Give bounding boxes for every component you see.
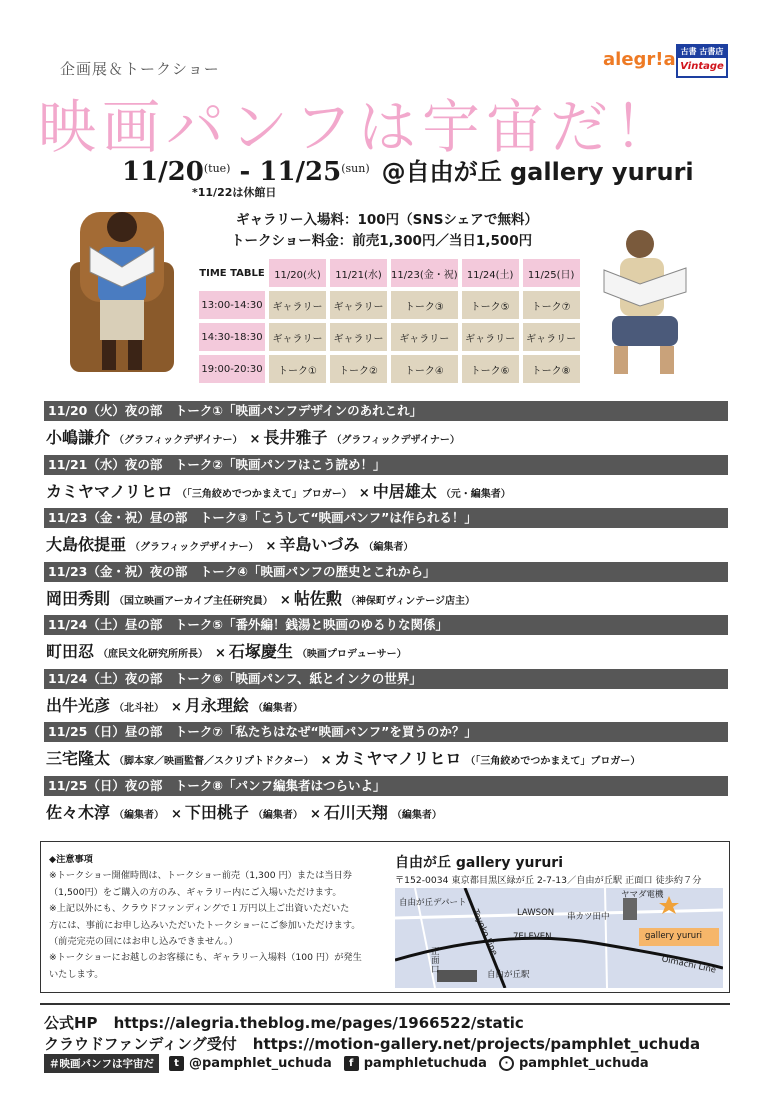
talk-heading: 11/20（火）夜の部 トーク①「映画パンフデザインのあれこれ」 <box>44 401 728 421</box>
talk-speakers <box>44 421 728 455</box>
time-table-cell: トーク④ <box>391 355 458 383</box>
notice-box <box>40 841 730 993</box>
vintage-shop-logo <box>676 44 728 78</box>
speaker-role: （編集者） <box>114 809 165 821</box>
time-table-day: 11/24(土) <box>462 259 519 287</box>
talk-speakers <box>44 635 728 669</box>
speaker-role: （「三角絞めでつかまえて」ブロガー） <box>465 756 641 767</box>
time-table-cell: ギャラリー <box>462 323 519 351</box>
time-table-cell: トーク⑥ <box>462 355 519 383</box>
map-label-gallery: gallery yururi <box>645 931 702 941</box>
speaker-role: （北斗社） <box>114 702 165 714</box>
twitter-icon: t <box>169 1056 184 1071</box>
time-table-header-row <box>199 259 580 287</box>
time-table-cell: トーク⑦ <box>523 291 580 319</box>
speaker-name: 三宅隆太 <box>46 749 111 768</box>
speaker-role: （グラフィックデザイナー） <box>130 542 259 553</box>
crowdfunding-label: クラウドファンディング受付 <box>44 1035 237 1053</box>
talk-item <box>44 562 728 616</box>
talk-heading: 11/24（土）夜の部 トーク⑥「映画パンフ、紙とインクの世界」 <box>44 669 728 689</box>
venue-address: 〒152-0034 東京都目黒区緑が丘 2-7-13／自由が丘駅 正面口 徒歩約７分 <box>395 875 702 886</box>
times-sign: × <box>279 592 291 608</box>
time-table-cell: トーク① <box>269 355 326 383</box>
talk-item <box>44 776 728 830</box>
date-start: 11/20 <box>122 157 204 187</box>
time-slot: 19:00-20:30 <box>199 355 265 383</box>
speaker-name: 石塚慶生 <box>228 642 293 661</box>
notice-line: いたします。 <box>49 968 104 980</box>
speaker-name: 大島依提亜 <box>46 535 127 554</box>
venue-name: 自由が丘 gallery yururi <box>395 855 564 871</box>
speaker-name: 岡田秀則 <box>46 588 111 608</box>
map-label-kushikatsu: 串カツ田中 <box>567 912 610 922</box>
speaker-role: （映画プロデューサー） <box>296 649 407 660</box>
notice-line: ※トークショー開催時間は、トークショー前売（1,300 円）または当日券 <box>49 870 352 882</box>
speaker-role: （グラフィックデザイナー） <box>114 435 243 446</box>
time-table-cell: ギャラリー <box>523 323 580 351</box>
talk-item <box>44 669 728 723</box>
speaker-role: （編集者） <box>252 702 303 714</box>
talk-item <box>44 455 728 509</box>
times-sign: × <box>320 753 332 768</box>
time-table-cell: トーク③ <box>391 291 458 319</box>
date-end: 11/25 <box>259 157 342 187</box>
time-table-row <box>199 355 580 383</box>
vintage-shop-logo-top: 古書 古書店 <box>678 46 726 58</box>
event-title: 映画パンフは宇宙だ！ <box>38 93 679 161</box>
speaker-role: （グラフィックデザイナー） <box>331 435 460 446</box>
reading-man-crouching-illustration <box>590 222 700 382</box>
time-table-cell: ギャラリー <box>330 291 387 319</box>
talk-speakers <box>44 528 728 562</box>
speaker-name: 帖佐勲 <box>293 588 342 608</box>
talk-speakers <box>44 796 728 830</box>
date-start-day: (tue) <box>203 162 231 175</box>
talk-speakers <box>44 689 728 723</box>
times-sign: × <box>215 646 226 661</box>
talk-heading: 11/25（日）昼の部 トーク⑦「私たちはなぜ“映画パンフ”を買うのか？」 <box>44 722 728 742</box>
event-venue: @自由が丘 gallery yururi <box>381 158 694 186</box>
talk-speakers <box>44 742 728 776</box>
instagram-account[interactable]: pamphlet_uchuda <box>518 1055 649 1071</box>
facebook-icon: f <box>344 1056 359 1071</box>
speaker-name: 長井雅子 <box>263 428 328 447</box>
times-sign: × <box>358 485 370 501</box>
crowdfunding-link[interactable]: https://motion-gallery.net/projects/pamphlet_uchuda <box>252 1035 701 1053</box>
time-table-cell: トーク⑧ <box>523 355 580 383</box>
official-hp-label: 公式HP <box>44 1014 98 1032</box>
speaker-name: 小嶋謙介 <box>46 428 111 447</box>
instagram-icon: · <box>499 1056 514 1071</box>
talk-heading: 11/24（土）昼の部 トーク⑤「番外編！銭湯と映画のゆるりな関係」 <box>44 615 728 635</box>
time-slot: 14:30-18:30 <box>199 323 265 351</box>
event-dates <box>122 152 694 187</box>
gallery-fee: ギャラリー入場料：100円（SNSシェアで無料） <box>236 212 539 228</box>
map-label-station: 自由が丘駅 <box>487 970 530 980</box>
talk-speakers <box>44 475 728 509</box>
alegria-logo: alegr!a <box>603 49 676 70</box>
times-sign: × <box>309 806 321 822</box>
speaker-name: 出牛光彦 <box>46 695 111 715</box>
times-sign: × <box>171 806 182 822</box>
talk-heading: 11/23（金・祝）夜の部 トーク④「映画パンフの歴史とこれから」 <box>44 562 728 582</box>
speaker-name: カミヤマノリヒロ <box>46 481 173 501</box>
map-label-dept: 自由が丘デパート <box>399 898 467 908</box>
talk-list <box>44 401 728 829</box>
speaker-name: 辛島いづみ <box>279 535 360 554</box>
talk-item <box>44 508 728 562</box>
official-hp <box>44 1012 524 1033</box>
speaker-role: （元・編集者） <box>440 488 511 500</box>
speaker-name: 町田忍 <box>46 642 95 661</box>
time-table-cell: ギャラリー <box>330 323 387 351</box>
time-table-day: 11/20(火) <box>269 259 326 287</box>
talk-item <box>44 722 728 776</box>
event-subtitle: 企画展＆トークショー <box>60 60 220 78</box>
time-table-label: TIME TABLE <box>199 267 265 279</box>
talk-heading: 11/25（日）夜の部 トーク⑧「パンフ編集者はつらいよ」 <box>44 776 728 796</box>
speaker-name: カミヤマノリヒロ <box>334 749 462 768</box>
time-table-cell: トーク⑤ <box>462 291 519 319</box>
time-table-row <box>199 323 580 351</box>
time-table <box>195 255 584 387</box>
date-end-day: (sun) <box>341 162 370 175</box>
talk-speakers <box>44 582 728 616</box>
map-label-oimachi-line: Ōimachi Line <box>660 954 717 976</box>
time-table-cell: ギャラリー <box>269 291 326 319</box>
speaker-name: 下田桃子 <box>184 802 249 822</box>
official-hp-link[interactable]: https://alegria.theblog.me/pages/1966522/static <box>113 1014 524 1032</box>
speaker-name: 佐々木淳 <box>46 802 111 822</box>
talk-heading: 11/23（金・祝）昼の部 トーク③「こうして“映画パンフ”は作られる！」 <box>44 508 728 528</box>
talk-heading: 11/21（水）夜の部 トーク②「映画パンフはこう読め！」 <box>44 455 728 475</box>
speaker-name: 石川天翔 <box>323 802 388 822</box>
speaker-role: （脚本家／映画監督／スクリプトドクター） <box>114 756 314 767</box>
notice-line: （前売完売の回にはお申し込みできません。） <box>49 936 238 948</box>
map-label-gate: 正面口 <box>431 947 440 975</box>
facebook-account[interactable]: pamphletuchuda <box>363 1055 487 1071</box>
venue-map <box>395 888 723 988</box>
times-sign: × <box>171 699 182 715</box>
time-table-cell: トーク② <box>330 355 387 383</box>
social-accounts <box>44 1052 661 1074</box>
speaker-role: （国立映画アーカイブ主任研究員） <box>114 595 273 607</box>
time-table-day: 11/25(日) <box>523 259 580 287</box>
time-table-row <box>199 291 580 319</box>
hashtag: ＃映画パンフは宇宙だ <box>44 1054 159 1073</box>
speaker-role: （編集者） <box>363 542 414 553</box>
times-sign: × <box>265 539 277 554</box>
time-slot: 13:00-14:30 <box>199 291 265 319</box>
map-label-yamada: ヤマダ電機 <box>621 890 664 900</box>
notice-line: ※トークショーにお越しのお客様にも、ギャラリー入場料（100 円）が発生 <box>49 952 362 964</box>
crowdfunding <box>44 1033 700 1054</box>
speaker-role: （「三角絞めでつかまえて」ブロガー） <box>176 488 352 500</box>
speaker-name: 月永理絵 <box>184 695 249 715</box>
vintage-shop-logo-bottom: Vintage <box>680 61 724 72</box>
map-label-lawson: LAWSON <box>517 908 555 918</box>
closed-day-note: *11/22は休館日 <box>192 186 277 199</box>
times-sign: × <box>249 432 261 447</box>
notice-line: 方には、事前にお申し込みいただいたトークショーにご参加いただけます。 <box>49 919 361 931</box>
speaker-role: （編集者） <box>391 809 442 821</box>
notice-line: ※上記以外にも、クラウドファンディングで１万円以上ご出資いただいた <box>49 903 350 915</box>
talk-fee: トークショー料金：前売1,300円／当日1,500円 <box>231 233 533 249</box>
footer-divider <box>40 1003 730 1005</box>
time-table-day: 11/23(金・祝) <box>391 259 458 287</box>
notice-line: （1,500円）をご購入の方のみ、ギャラリー内にご入場いただけます。 <box>49 886 342 898</box>
twitter-account[interactable]: @pamphlet_uchuda <box>189 1055 332 1071</box>
talk-item <box>44 615 728 669</box>
notice-heading: ◆注意事項 <box>49 854 93 865</box>
speaker-role: （編集者） <box>252 809 303 821</box>
notice-list <box>49 852 389 983</box>
speaker-role: （神保町ヴィンテージ店主） <box>345 595 476 607</box>
time-table-cell: ギャラリー <box>391 323 458 351</box>
date-separator: - <box>230 157 260 187</box>
time-table-day: 11/21(水) <box>330 259 387 287</box>
map-label-7eleven: 7ELEVEN <box>513 932 552 942</box>
reading-man-armchair-illustration <box>62 192 182 382</box>
speaker-role: （庶民文化研究所所長） <box>98 649 209 660</box>
talk-item <box>44 401 728 455</box>
map-label-toyoko-line: Toyoko Line <box>469 908 500 958</box>
time-table-cell: ギャラリー <box>269 323 326 351</box>
speaker-name: 中居雄太 <box>372 481 437 501</box>
